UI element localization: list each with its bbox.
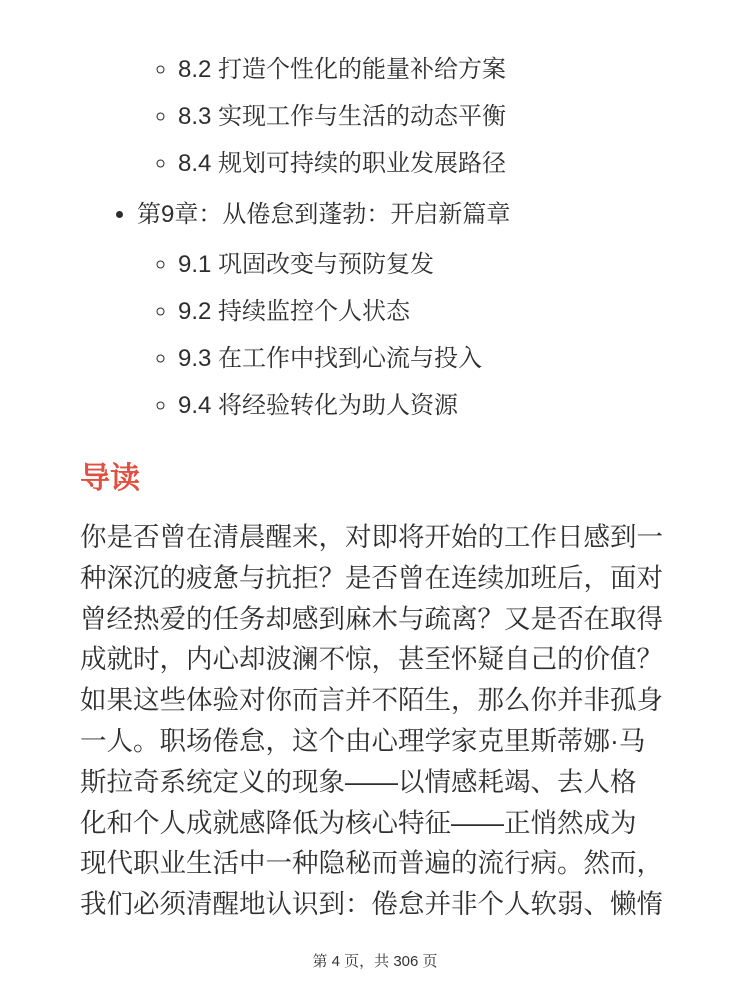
toc-entry: ◦ 8.3 实现工作与生活的动态平衡 (178, 93, 670, 140)
toc-entry: ◦ 8.2 打造个性化的能量补给方案 (178, 46, 670, 93)
toc-sublist-chapter8 (80, 46, 670, 187)
toc-chapter9-list (80, 191, 670, 239)
toc-sublist-chapter9 (80, 241, 670, 429)
paragraph-line: 我们必须清醒地认识到：倦怠并非个人软弱、懒惰 (80, 889, 663, 920)
page-footer (0, 952, 750, 972)
paragraph-line: 成就时，内心却波澜不惊，甚至怀疑自己的价值？ (80, 644, 663, 675)
paragraph-line: 化和个人成就感降低为核心特征——正悄然成为 (80, 807, 637, 838)
intro-heading: 导读 (80, 462, 140, 495)
paragraph-line: 种深沉的疲惫与抗拒？是否曾在连续加班后，面对 (80, 562, 663, 593)
intro-paragraph (80, 517, 670, 925)
paragraph-line: 你是否曾在清晨醒来，对即将开始的工作日感到一 (80, 522, 663, 552)
toc-entry: ◦ 9.1 巩固改变与预防复发 (178, 241, 670, 288)
toc-entry: ◦ 9.2 持续监控个人状态 (178, 288, 670, 335)
toc-entry: ◦ 9.3 在工作中找到心流与投入 (178, 335, 670, 382)
paragraph-line: 一人。职场倦怠，这个由心理学家克里斯蒂娜·马 (80, 725, 646, 756)
page-number-indicator: 第 4 页，共 306 页 (312, 953, 438, 970)
paragraph-line: 如果这些体验对你而言并不陌生，那么你并非孤身 (80, 685, 663, 716)
paragraph-line: 现代职业生活中一种隐秘而普遍的流行病。然而， (80, 848, 663, 879)
toc-entry: ◦ 8.4 规划可持续的职业发展路径 (178, 140, 670, 187)
paragraph-line: 曾经热爱的任务却感到麻木与疏离？又是否在取得 (80, 603, 663, 634)
toc-entry: ◦ 9.4 将经验转化为助人资源 (178, 382, 670, 429)
toc-chapter-entry: • 第9章：从倦怠到蓬勃：开启新篇章 (137, 191, 670, 239)
paragraph-line: 斯拉奇系统定义的现象——以情感耗竭、去人格 (80, 766, 637, 797)
